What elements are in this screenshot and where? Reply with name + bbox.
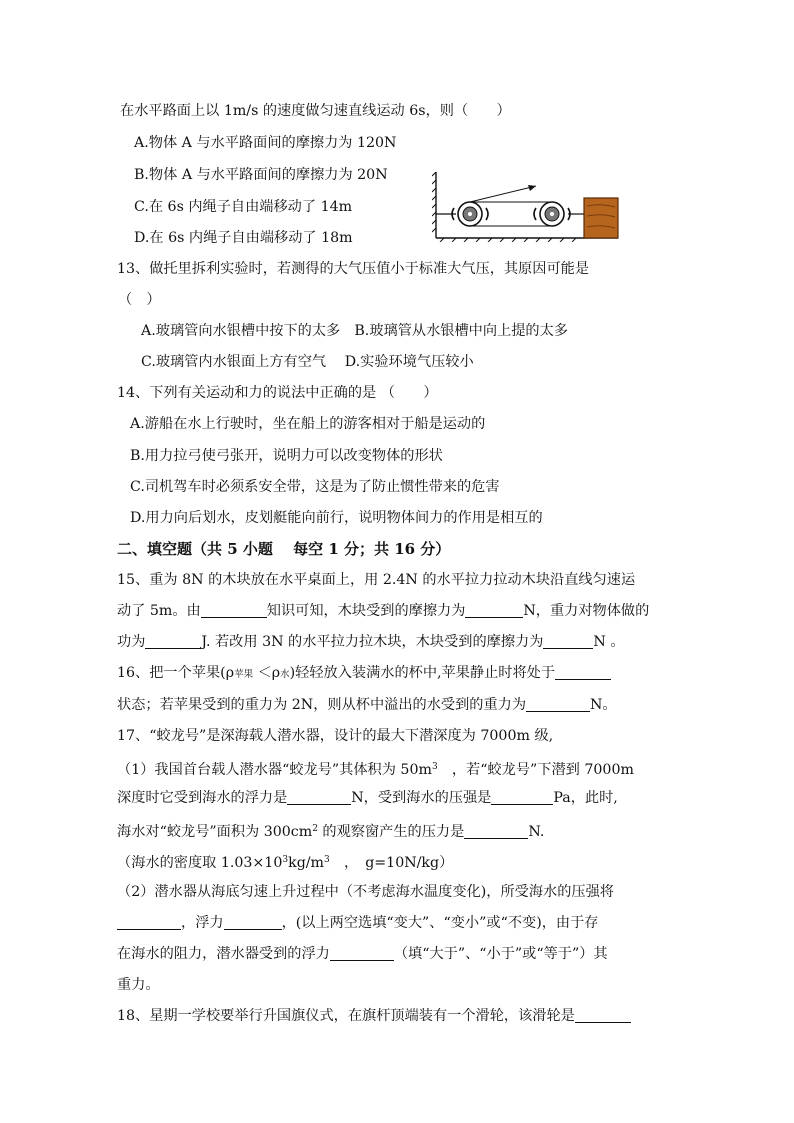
pulley-figure [432,170,622,242]
answer-blank[interactable] [491,789,553,805]
q13-stem: 13、做托里拆利实验时，若测得的大气压值小于标准大气压，其原因可能是 [117,261,590,277]
q17-line-5: （海水的密度取 $1.03\times 10^3kg/m^3$ ， g=10N/kg） [117,855,454,871]
q15-line-3: 功为 J. 若改用 3N 的水平拉力拉木块，木块受到的摩擦力为 N 。 [117,634,625,650]
section-heading: 二、填空题（共 5 小题 每空 1 分；共 16 分） [117,540,451,558]
answer-blank[interactable] [117,914,181,930]
answer-blank[interactable] [201,602,267,618]
q17-line-7: ，浮力 ，(以上两空选填“变大”、“变小”或“不变)，由于存 [117,913,598,933]
q12-option-a: A.物体 A 与水平路面间的摩擦力为 120N [134,135,397,151]
answer-blank[interactable] [575,1007,631,1023]
q14-option-c: C.司机驾车时必须系安全带，这是为了防止惯性带来的危害 [130,479,500,495]
answer-blank[interactable] [145,633,201,649]
q17-line-6: （2）潜水器从海底匀速上升过程中（不考虑海水温度变化)，所受海水的压强将 [117,884,614,900]
q14-option-b: B.用力拉弓使弓张开，说明力可以改变物体的形状 [130,448,443,464]
answer-blank[interactable] [224,914,282,930]
q13-options-cd: C.玻璃管内水银面上方有空气 D.实验环境气压较小 [141,354,474,370]
q12-option-b: B.物体 A 与水平路面间的摩擦力为 20N [134,167,388,183]
q17-line-9: 重力。 [117,977,160,993]
answer-blank[interactable] [526,696,590,712]
q14-stem: 14、下列有关运动和力的说法中正确的是 （ ） [117,385,438,401]
q14-option-d: D.用力向后划水，皮划艇能向前行，说明物体间力的作用是相互的 [130,510,543,526]
q16-line-1: 16、把一个苹果(ρ苹果 ＜ρ水)轻轻放入装满水的杯中,苹果静止时将处于 [117,663,611,685]
answer-blank[interactable] [330,945,394,961]
q12-option-d: D.在 6s 内绳子自由端移动了 18m [134,230,353,246]
q18-line-1: 18、星期一学校要举行升国旗仪式，在旗杆顶端装有一个滑轮，该滑轮是 [117,1006,631,1026]
q17-line-8: 在海水的阻力，潜水器受到的浮力 （填“大于”、“小于”或“等于”）其 [117,946,608,962]
q17-line-3: 深度时它受到海水的浮力是 N，受到海水的压强是 Pa，此时, [117,790,618,806]
q14-option-a: A.游船在水上行驶时，坐在船上的游客相对于船是运动的 [130,416,486,432]
q12-option-c: C.在 6s 内绳子自由端移动了 14m [134,199,353,215]
answer-blank[interactable] [555,664,611,680]
q16-line-2: 状态；若苹果受到的重力为 2N，则从杯中溢出的水受到的重力为 N。 [117,697,617,713]
q17-line-2: （1）我国首台载人潜水器“蛟龙号”其体积为 $50m^3$ ，若“蛟龙号”下潜到 7000m [117,762,634,778]
q13-answer-paren: （ ） [118,292,161,308]
answer-blank[interactable] [543,633,593,649]
q15-line-2: 动了 5m。由 知识可知，木块受到的摩擦力为 N，重力对物体做的 [117,603,650,619]
answer-blank[interactable] [465,602,523,618]
q12-stem: 在水平路面上以 1m/s 的速度做匀速直线运动 6s，则（ ） [120,103,511,119]
q17-line-1: 17、“蛟龙号”是深海载人潜水器，设计的最大下潜深度为 7000m 级, [117,728,554,744]
answer-blank[interactable] [287,789,351,805]
answer-blank[interactable] [464,823,528,839]
q17-line-4: 海水对“蛟龙号”面积为 $300cm^2$ 的观察窗产生的压力是 N. [117,824,545,840]
q15-line-1: 15、重为 8N 的木块放在水平桌面上，用 2.4N 的水平拉力拉动木块沿直线匀速运 [117,572,636,588]
q13-options-ab: A.玻璃管向水银槽中按下的太多 B.玻璃管从水银槽中向上提的太多 [141,323,568,339]
